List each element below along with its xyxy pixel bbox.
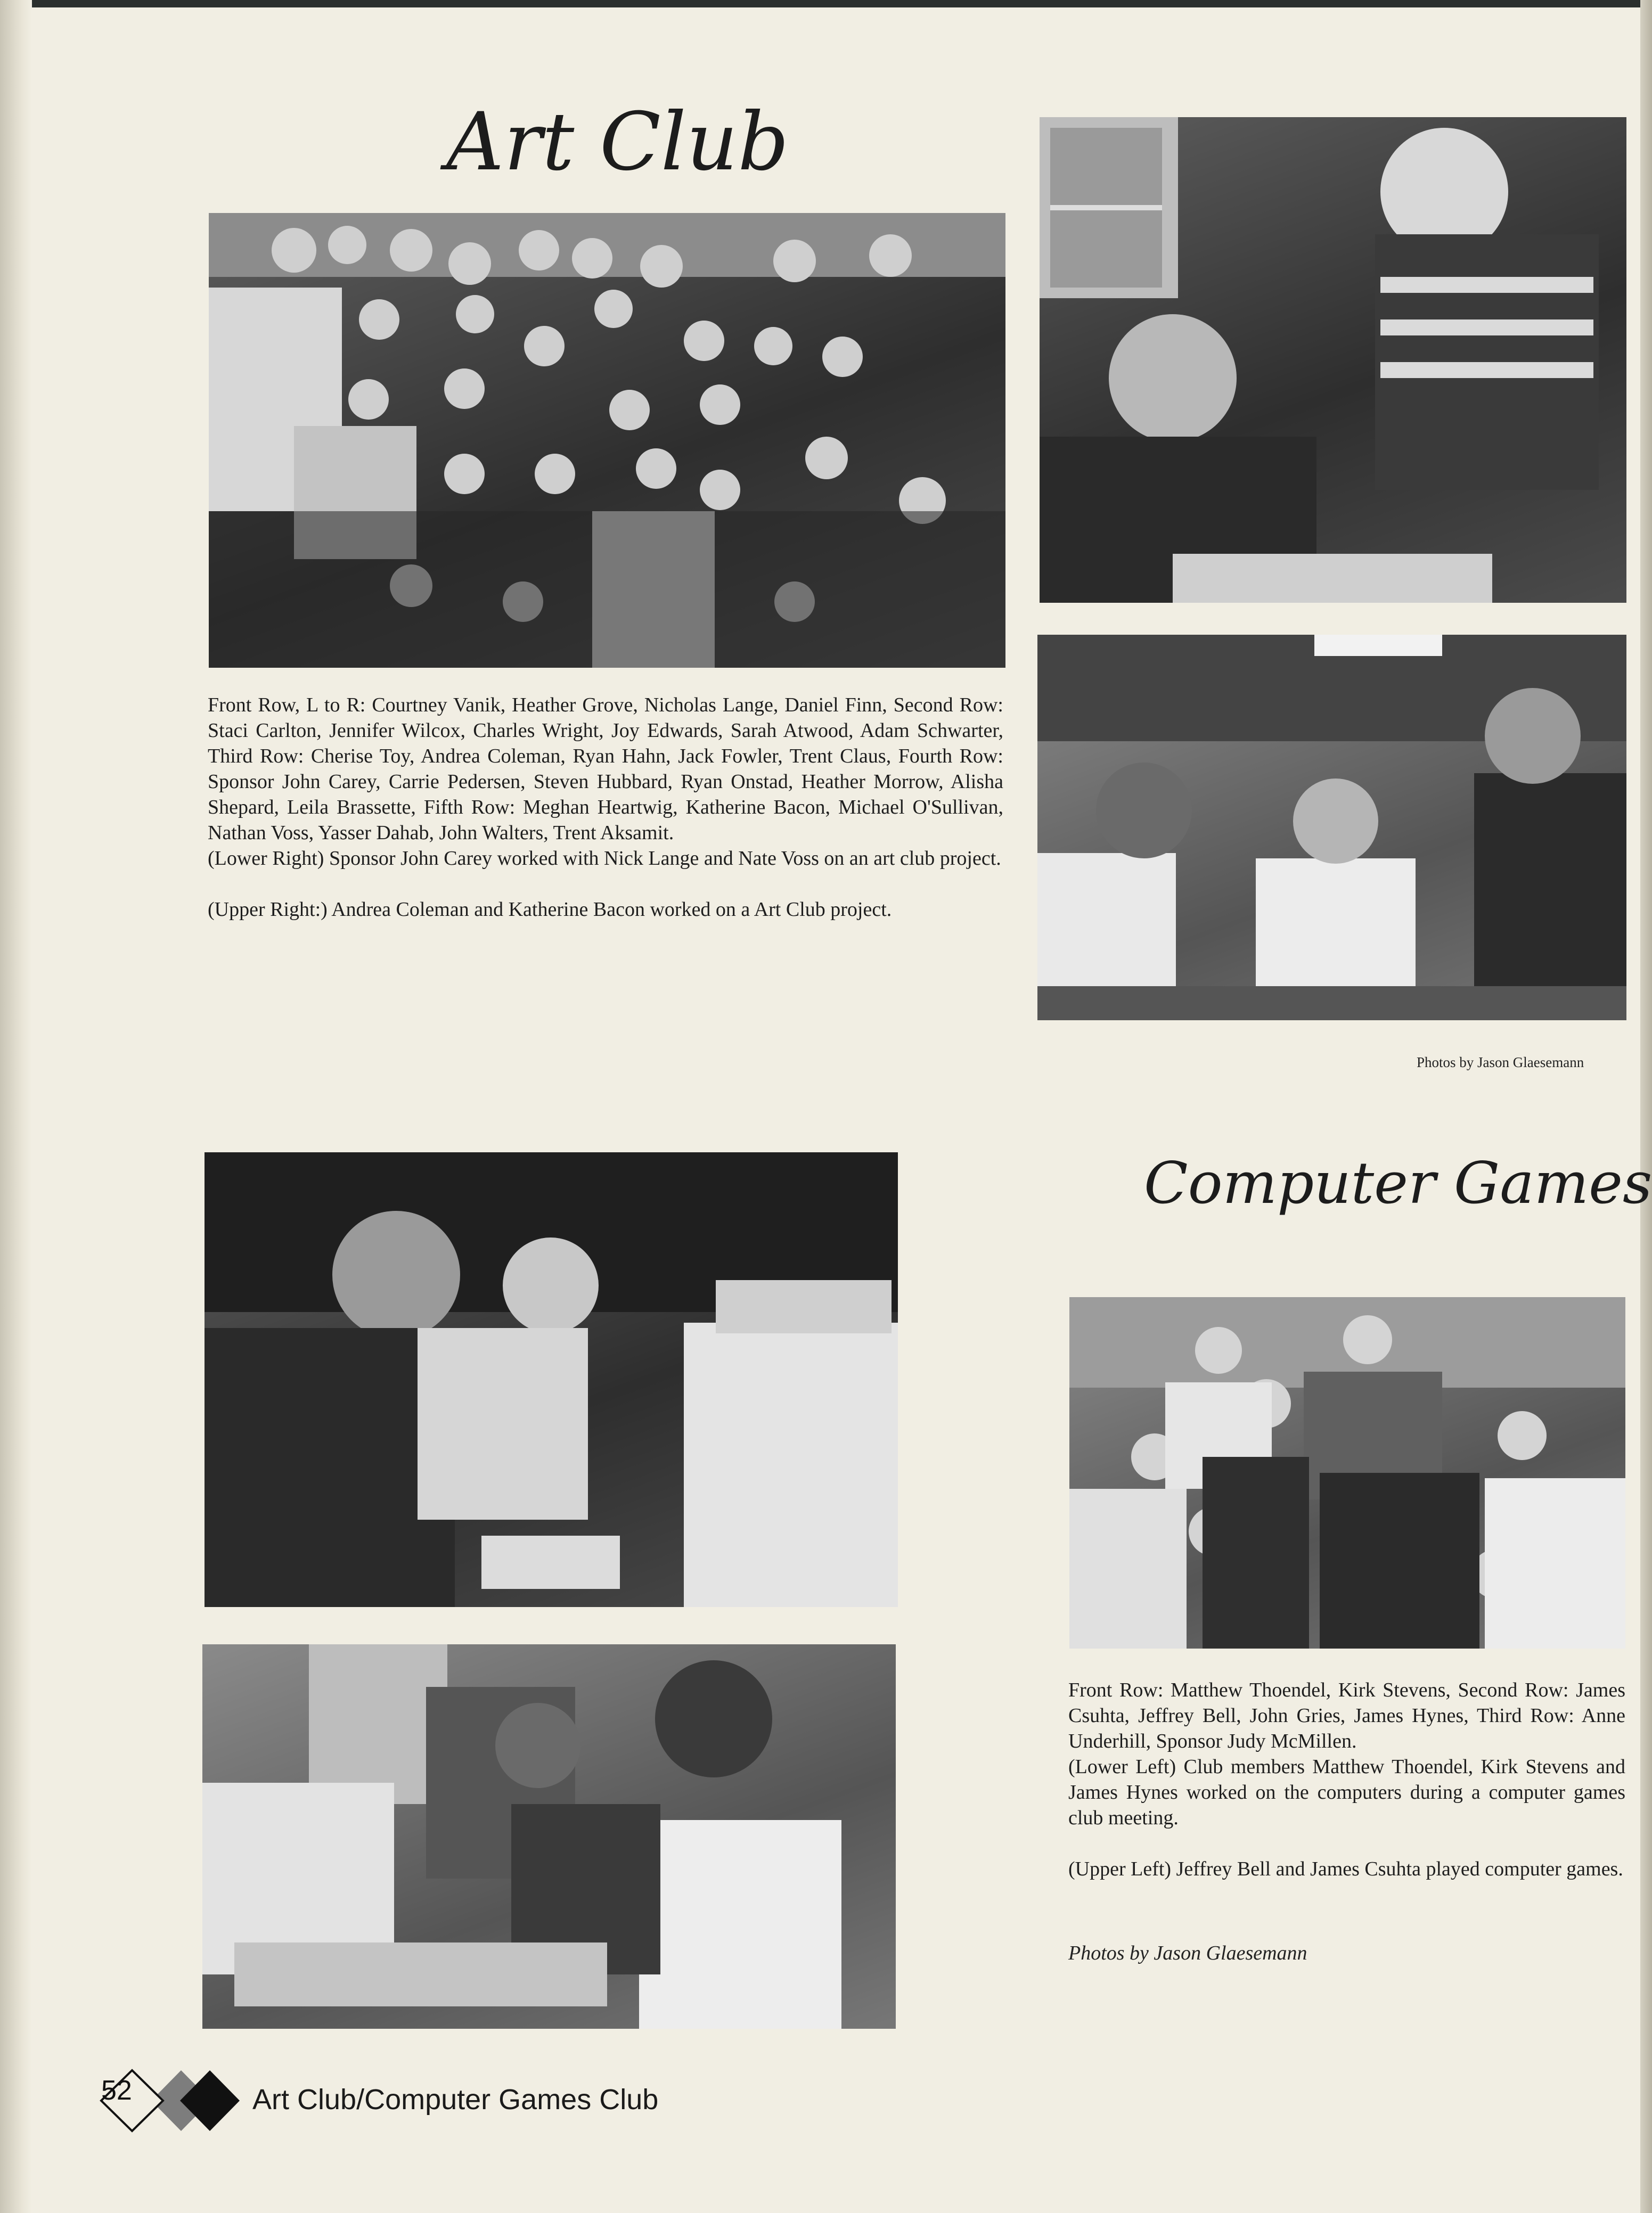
art-club-lower-right-caption: (Lower Right) Sponsor John Carey worked with Nick Lange and Nate Voss on an art club project.: [208, 847, 1001, 870]
art-club-title: Art Club: [446, 96, 789, 188]
computer-games-upper-left-photo: [205, 1152, 898, 1607]
computer-games-title: Computer Games: [1144, 1150, 1652, 1217]
computer-games-group-photo: [1069, 1297, 1625, 1649]
computer-games-upper-left-caption: (Upper Left) Jeffrey Bell and James Csuhta played computer games.: [1068, 1858, 1623, 1880]
computer-games-lower-left-caption: (Lower Left) Club members Matthew Thoendel, Kirk Stevens and James Hynes worked on the computers during a computer games club meeting.: [1068, 1756, 1625, 1829]
art-club-upper-right-caption: (Upper Right:) Andrea Coleman and Katherine Bacon worked on a Art Club project.: [208, 898, 892, 921]
page-top-edge: [0, 0, 1652, 7]
page-right-edge: [1640, 0, 1652, 2213]
computer-games-photo-credit: Photos by Jason Glaesemann: [1068, 1942, 1307, 1964]
book-spine-shadow: [0, 0, 32, 2213]
computer-games-lower-left-photo: [202, 1644, 896, 2029]
computer-games-names: Front Row: Matthew Thoendel, Kirk Stevens, Second Row: James Csuhta, Jeffrey Bell, John Gries, James Hynes, Third Row: Anne Underhill, Sponsor Judy McMillen.: [1068, 1679, 1625, 1752]
computer-games-caption: [1068, 1677, 1625, 1882]
art-club-caption: [208, 692, 1003, 922]
art-club-photo-credit: Photos by Jason Glaesemann: [1417, 1054, 1584, 1070]
art-club-upper-right-photo: [1040, 117, 1626, 603]
art-club-names: Front Row, L to R: Courtney Vanik, Heather Grove, Nicholas Lange, Daniel Finn, Second Row: Staci Carlton, Jennifer Wilcox, Charles Wright, Joy Edwards, Sarah Atwood, Adam Schwarter, Third Row: Cherise Toy, Andrea Coleman, Ryan Hahn, Jack Fowler, Trent Claus, Fourth Row: Sponsor John Carey, Carrie Pedersen, Steven Hubbard, Ryan Onstad, Heather Morrow, Alisha Shepard, Leila Brassette, Fifth Row: Meghan Heartwig, Katherine Bacon, Michael O'Sullivan, Nathan Voss, Yasser Dahab, John Walters, Trent Aksamit.: [208, 694, 1003, 844]
page-number: 52: [101, 2075, 132, 2106]
art-club-group-photo: [209, 213, 1005, 668]
section-label: Art Club/Computer Games Club: [252, 2084, 659, 2116]
art-club-lower-right-photo: [1037, 635, 1626, 1020]
